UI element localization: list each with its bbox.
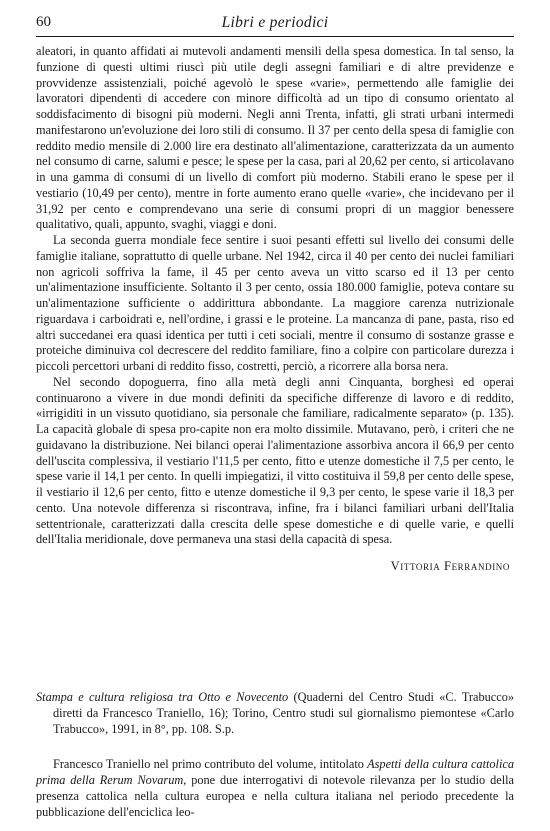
- review-paragraph-3: Nel secondo dopoguerra, fino alla metà degli anni Cinquanta, borghesi ed operai continuarono a vivere in due mondi definiti da specifiche differenze di lavoro e di reddito, «irrigiditi in un vissuto quotidiano, sia personale che familiare, radicalmente separato» (p. 135). La capacità globale di spesa pro-capite non era molto dissimile. Mutavano, però, i criteri che ne guidavano la distribuzione. Nei bilanci operai l'alimentazione assorbiva ancora il 66,9 per cento dell'uscita complessiva, il vestiario l'11,5 per cento, fitto e utenze domestiche il 7,5 per cento, le spese varie il 14,1 per cento. In quelli impiegatizi, il vitto costituiva il 59,8 per cento delle spese, il vestiario il 12,6 per cento, fitto e utenze domestiche il 9,3 per cento, le spese varie il 18,3 per cento. Una notevole differenza si riscontrava, infine, fra i bilanci familiari urbani dell'Italia settentrionale, caratterizzati dalla crescita delle spese domestiche e di quelle varie, e quelli dell'Italia meridionale, dove permaneva una stasi della capacità di spesa.: [36, 374, 514, 547]
- review-paragraph-1: aleatori, in quanto affidati ai mutevoli andamenti mensili della spesa domestica. In tal senso, la funzione di questi ultimi riuscì più utile degli assegni familiari e di altre previdenze e provvidenze assistenziali, poiché agevolò le spese «varie», permettendo alle famiglie dei lavoratori dipendenti di accedere con minore difficoltà ad un tipo di consumo orientato al soddisfacimento di bisogni più moderni. Negli anni Trenta, infatti, gli strati urbani intermedi manifestarono un'evoluzione dei loro stili di consumo. Il 37 per cento della spesa di famiglie con reddito medio mensile di 2.000 lire era destinato all'alimentazione, caratterizzata da un aumento nel consumo di carne, salumi e pesce; le spese per la casa, pari al 20,62 per cento, si articolavano in una gamma di consumi di un livello di comfort più moderno. Stabili erano le spese per il vestiario (10,49 per cento), mentre in forte aumento erano quelle «varie», che incidevano per il 31,92 per cento e comprendevano una serie di consumi propri di un maggior benessere qualitativo, quali, appunto, svaghi, viaggi e doni.: [36, 44, 514, 232]
- review-2-work-title: Aspetti della cultura cattolica prima della Rerum Novarum: [36, 757, 514, 787]
- review-signature: Vittoria Ferrandino: [390, 559, 510, 573]
- book-citation: [36, 690, 514, 738]
- page-number: 60: [36, 14, 51, 30]
- review-2-text-start: Francesco Traniello nel primo contributo del volume, intitolato: [53, 757, 368, 771]
- review-2-paragraph: [36, 757, 514, 821]
- page-header: [36, 14, 514, 37]
- review-2-text-end: , pone due interrogativi di notevole rilevanza per lo studio della presenza cattolica nella cultura europea e nella cultura italiana nel periodo precedente la pubblicazione dell'enciclica leo-: [36, 772, 515, 819]
- running-title: Libri e periodici: [221, 14, 329, 31]
- review-body: [36, 44, 514, 575]
- book-details: (Quaderni del Centro Studi «C. Trabucco» diretti da Francesco Traniello, 16); Torino, Centro studi sul giornalismo piemontese «Carlo Trabucco», 1991, in 8°, pp. 108. S.p.: [53, 690, 514, 736]
- review-paragraph-2: La seconda guerra mondiale fece sentire i suoi pesanti effetti sul livello dei consumi delle famiglie italiane, soprattutto di quelle urbane. Nel 1942, circa il 40 per cento dei nuclei familiari non agricoli soffriva la fame, il 45 per cento aveva un vitto scarso ed il 13 per cento un'alimentazione insufficiente. Soltanto il 3 per cento, ossia 180.000 famiglie, poteva contare su un'alimentazione sufficiente o addirittura abbondante. La maggiore carenza nutrizionale riguardava i carboidrati e, nell'ordine, i grassi e le proteine. La mancanza di pane, pasta, riso ed altri succedanei era quasi identica per tutti i ceti sociali, mentre il consumo di sostanze grasse e proteiche diminuiva col decrescere del reddito familiare, fino a colpire con particolare durezza i piccoli percettori urbani di reddito fisso, costretti, perciò, a ricorrere alla borsa nera.: [36, 233, 514, 373]
- book-title: Stampa e cultura religiosa tra Otto e Novecento: [36, 690, 289, 704]
